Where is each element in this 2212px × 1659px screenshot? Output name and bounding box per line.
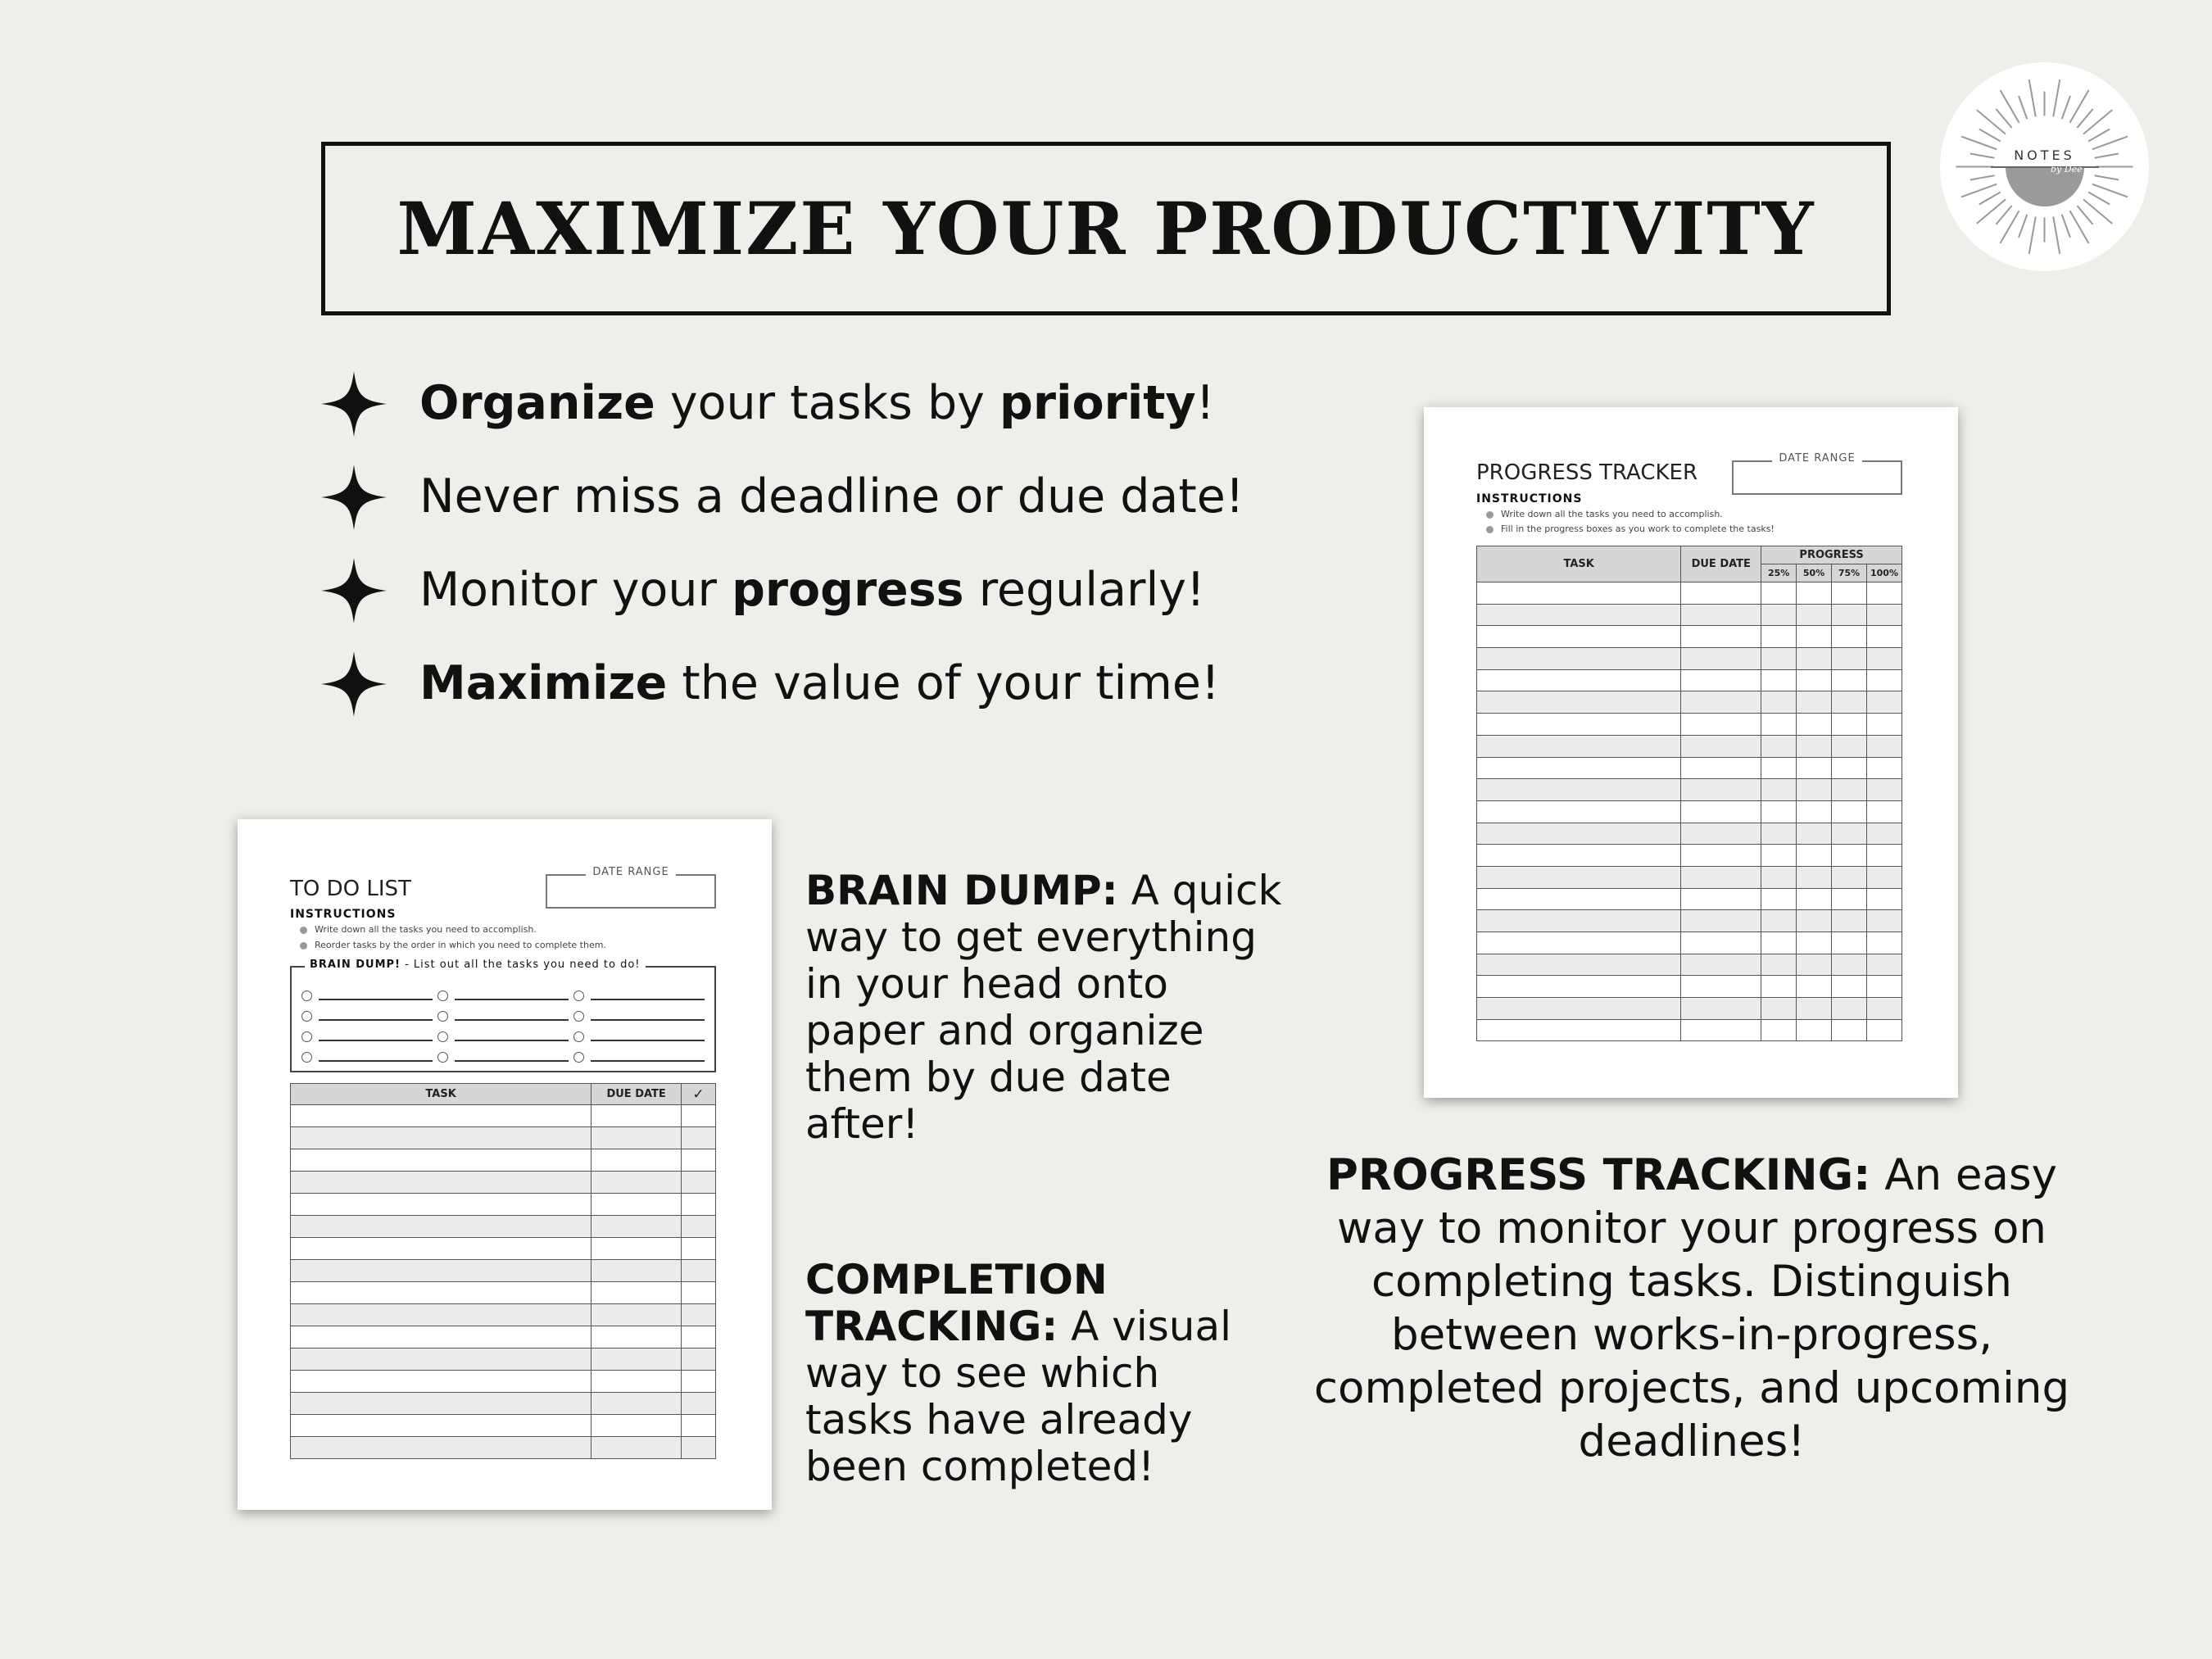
table-row	[291, 1282, 716, 1304]
progress-step-header: 50%	[1797, 564, 1832, 582]
sunburst-icon	[1940, 62, 2149, 271]
table-row	[291, 1393, 716, 1415]
table-row	[1477, 866, 1902, 888]
sheet-title: PROGRESS TRACKER	[1476, 460, 1698, 485]
circle-icon	[301, 990, 312, 1001]
brain-dump-column	[573, 986, 705, 1067]
progress-step-header: 25%	[1761, 564, 1797, 582]
four-point-star-icon	[321, 371, 387, 437]
date-range-label: DATE RANGE	[1772, 452, 1861, 465]
table-row	[1477, 932, 1902, 954]
instruction-item: Write down all the tasks you need to accomplish.	[1486, 509, 1723, 519]
table-row	[291, 1149, 716, 1172]
instructions-heading: INSTRUCTIONS	[1476, 492, 1583, 505]
progress-tracker-preview	[1424, 407, 1958, 1098]
table-row	[291, 1349, 716, 1371]
circle-icon	[573, 1011, 584, 1022]
table-row	[1477, 954, 1902, 976]
table-row	[291, 1127, 716, 1149]
table-row	[1477, 582, 1902, 605]
completion-tracking-description: COMPLETION TRACKING: A visual way to see which tasks have already been completed!	[805, 1256, 1231, 1490]
circle-icon	[573, 990, 584, 1001]
circle-icon	[437, 990, 448, 1001]
table-row	[1477, 910, 1902, 932]
date-range-label: DATE RANGE	[586, 866, 675, 878]
table-row	[291, 1194, 716, 1216]
brand-logo	[1940, 62, 2149, 271]
checkmark-icon: ✓	[682, 1084, 716, 1105]
brain-dump-column	[301, 986, 433, 1067]
table-row	[1477, 800, 1902, 823]
circle-icon	[437, 1052, 448, 1063]
page-title: MAXIMIZE YOUR PRODUCTIVITY	[397, 186, 1815, 271]
four-point-star-icon	[321, 558, 387, 623]
four-point-star-icon	[321, 651, 387, 717]
feature-item	[321, 543, 1244, 637]
title-banner	[321, 142, 1891, 315]
column-header: DUE DATE	[1681, 546, 1761, 582]
feature-item	[321, 637, 1244, 730]
table-row	[291, 1216, 716, 1238]
table-row	[1477, 669, 1902, 691]
column-header: TASK	[1477, 546, 1681, 582]
column-header: DUE DATE	[592, 1084, 682, 1105]
feature-text: Monitor your progress regularly!	[419, 563, 1205, 617]
logo-byline: by Dee	[2051, 164, 2083, 175]
circle-icon	[573, 1052, 584, 1063]
table-row	[291, 1371, 716, 1393]
table-row	[291, 1105, 716, 1127]
brain-dump-box	[290, 959, 716, 1072]
instruction-item: Fill in the progress boxes as you work to complete the tasks!	[1486, 524, 1775, 534]
logo-wordmark: NOTES	[2014, 147, 2075, 163]
column-header: TASK	[291, 1084, 592, 1105]
four-point-star-icon	[321, 465, 387, 530]
table-row	[1477, 845, 1902, 867]
table-row	[1477, 691, 1902, 714]
progress-table	[1476, 546, 1902, 1041]
instruction-item: Write down all the tasks you need to accomplish.	[300, 924, 537, 935]
table-row	[1477, 648, 1902, 670]
date-range-box	[1732, 452, 1902, 495]
instruction-item: Reorder tasks by the order in which you need to complete them.	[300, 940, 606, 950]
feature-text: Never miss a deadline or due date!	[419, 469, 1244, 524]
table-row	[1477, 714, 1902, 736]
table-row	[1477, 823, 1902, 845]
todo-table	[290, 1083, 716, 1459]
table-row	[291, 1415, 716, 1437]
brain-dump-label: BRAIN DUMP! - List out all the tasks you need to do!	[305, 959, 646, 971]
progress-step-header: 100%	[1866, 564, 1902, 582]
instructions-heading: INSTRUCTIONS	[290, 908, 397, 921]
todo-list-preview	[238, 819, 772, 1510]
circle-icon	[437, 1031, 448, 1042]
date-range-box	[546, 866, 716, 909]
table-row	[1477, 604, 1902, 626]
table-row	[1477, 888, 1902, 910]
brain-dump-description: BRAIN DUMP: A quick way to get everything in your head onto paper and organize them by due date after!	[805, 867, 1282, 1148]
table-row	[1477, 1019, 1902, 1041]
table-row	[1477, 976, 1902, 998]
todo-rows	[291, 1105, 716, 1459]
circle-icon	[301, 1052, 312, 1063]
sheet-title: TO DO LIST	[290, 877, 411, 901]
feature-text: Organize your tasks by priority!	[419, 376, 1215, 430]
table-row	[1477, 998, 1902, 1020]
table-row	[291, 1260, 716, 1282]
brain-dump-column	[437, 986, 569, 1067]
progress-step-header: 75%	[1832, 564, 1867, 582]
table-row	[291, 1326, 716, 1349]
circle-icon	[573, 1031, 584, 1042]
column-header: PROGRESS	[1761, 546, 1902, 564]
table-row	[1477, 779, 1902, 801]
circle-icon	[437, 1011, 448, 1022]
feature-item	[321, 356, 1244, 450]
table-row	[1477, 735, 1902, 757]
feature-text: Maximize the value of your time!	[419, 656, 1220, 710]
circle-icon	[301, 1011, 312, 1022]
table-row	[291, 1238, 716, 1260]
feature-list	[321, 356, 1244, 730]
table-row	[291, 1304, 716, 1326]
table-row	[1477, 757, 1902, 779]
table-row	[291, 1172, 716, 1194]
feature-item	[321, 450, 1244, 543]
circle-icon	[301, 1031, 312, 1042]
table-row	[291, 1437, 716, 1459]
progress-tracking-description: PROGRESS TRACKING: An easy way to monitor your progress on completing tasks. Distinguish between works-in-progress, completed projects, and upcoming deadlines!	[1313, 1150, 2070, 1466]
table-row	[1477, 626, 1902, 648]
progress-rows	[1477, 582, 1902, 1041]
